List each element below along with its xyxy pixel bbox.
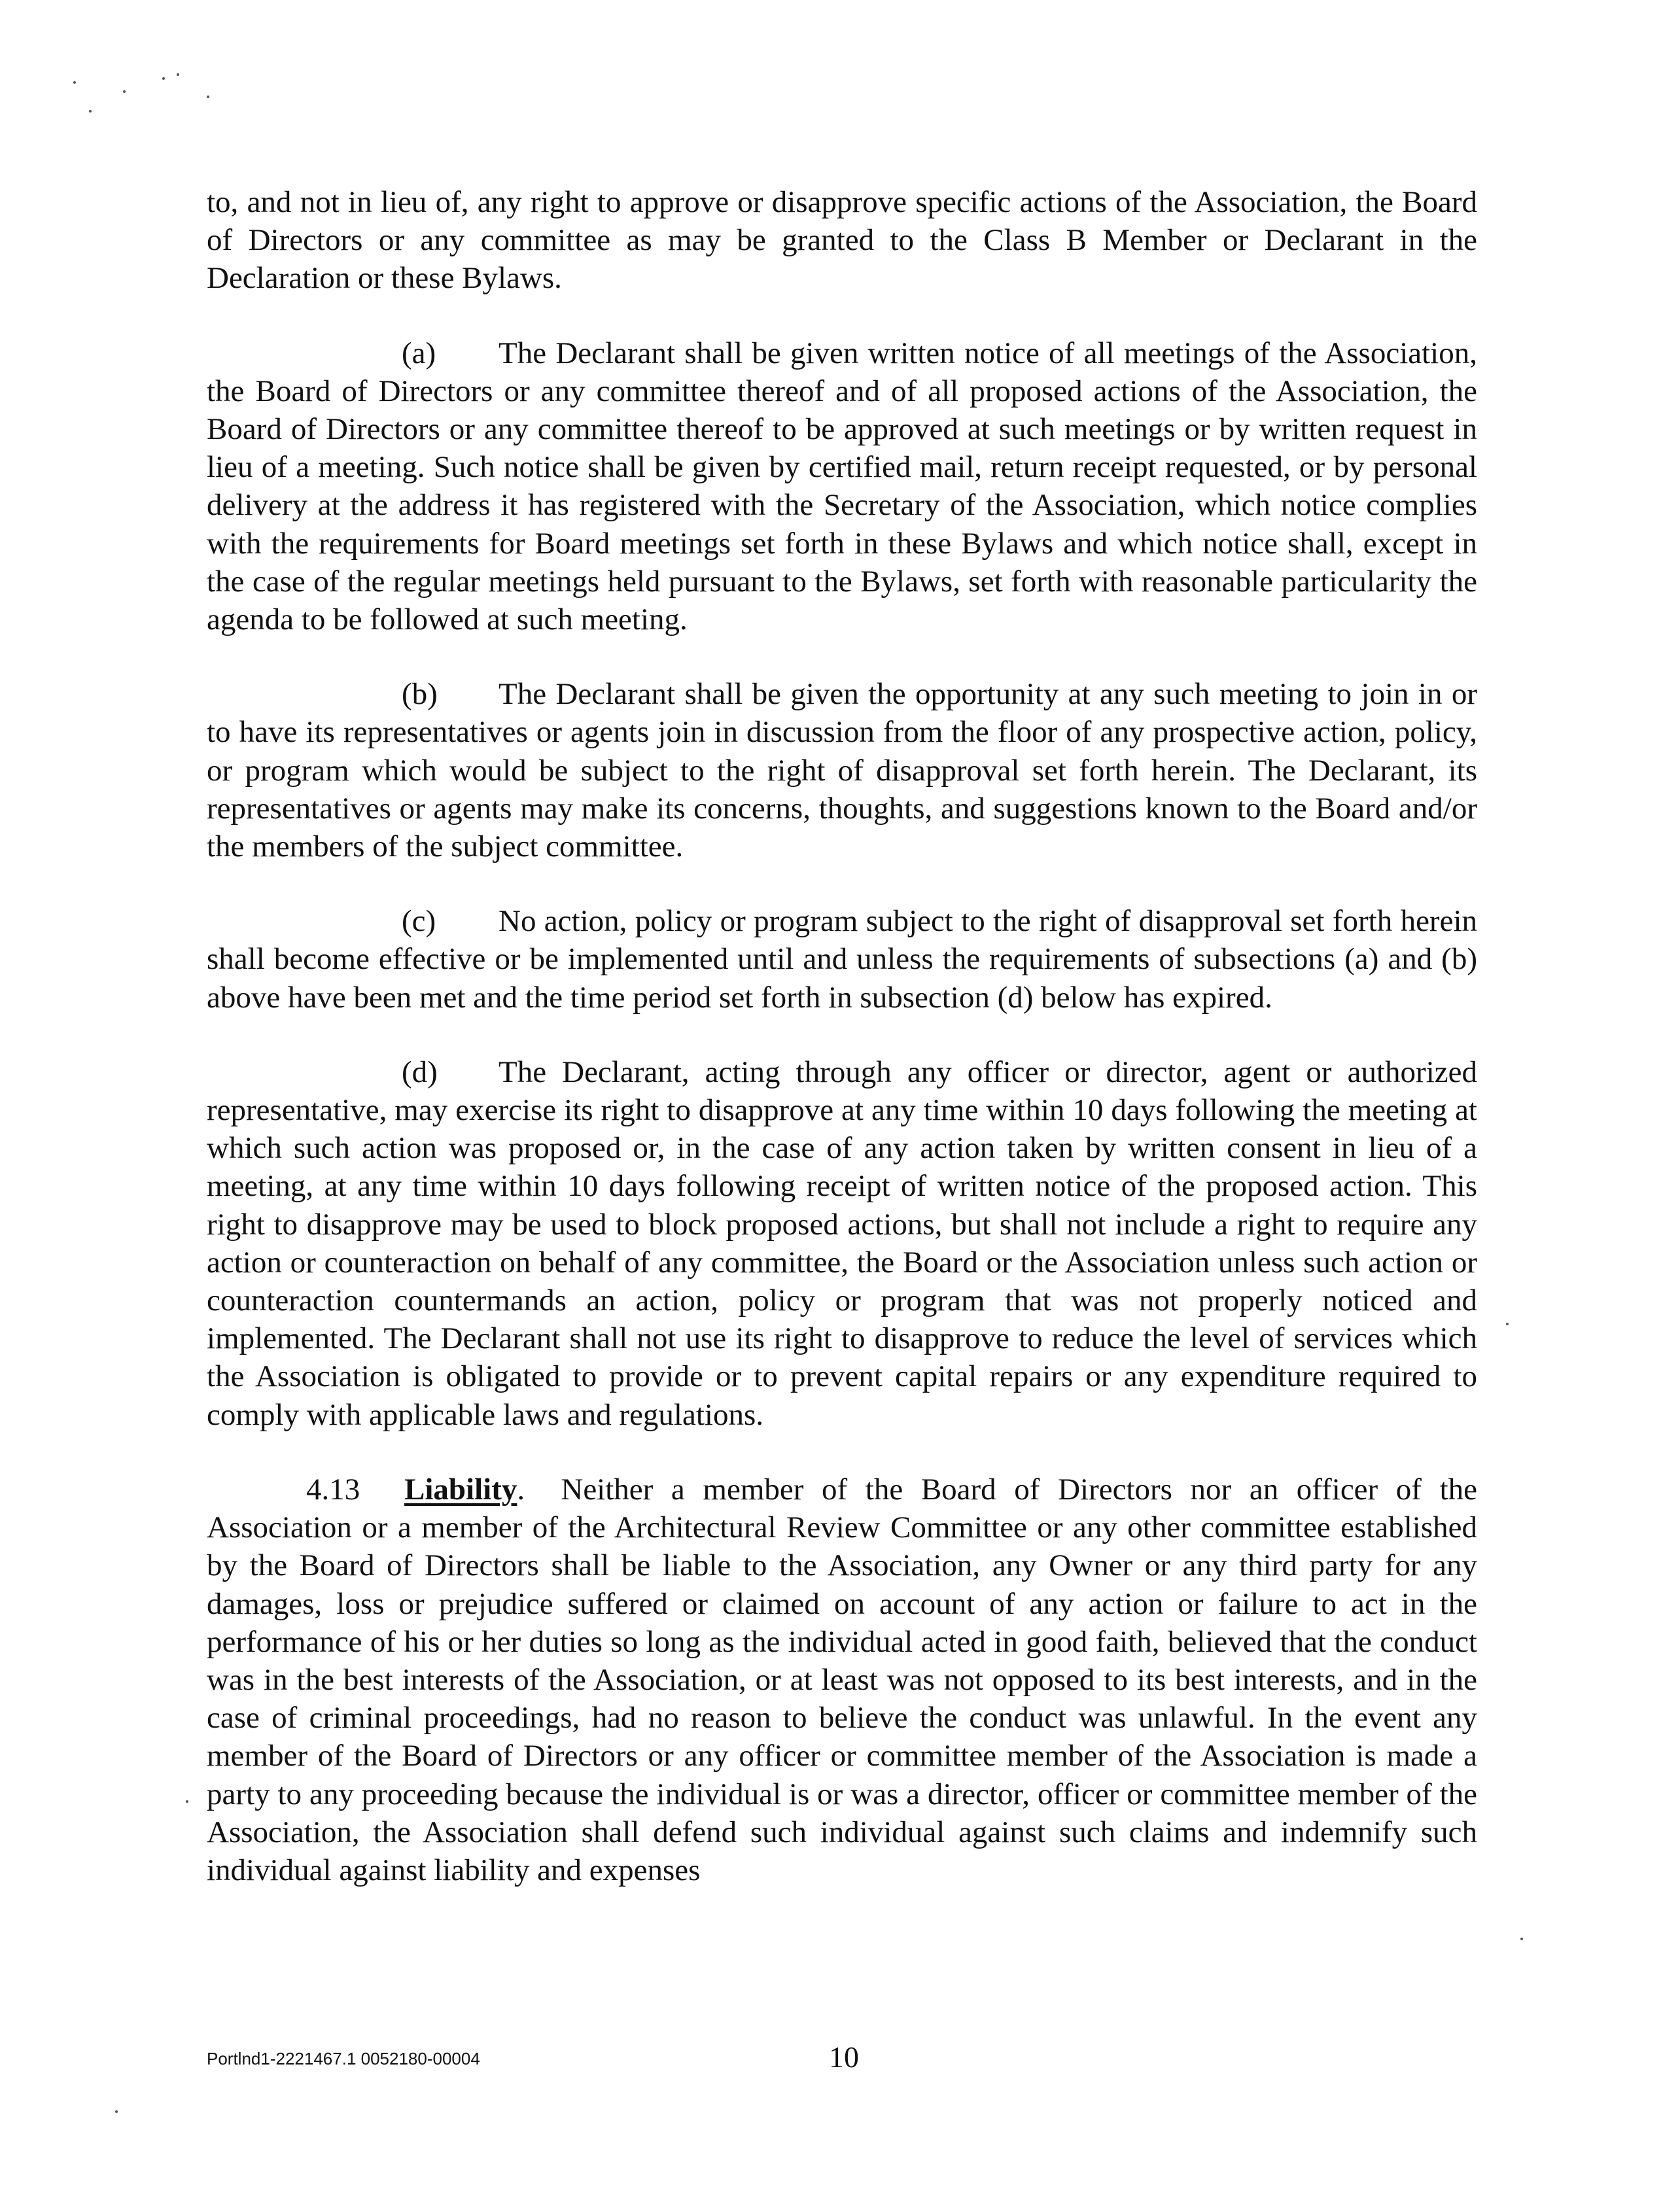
subsection-c [207,902,1477,1017]
continuation-paragraph: to, and not in lieu of, any right to approve or disapprove specific actions of the Association, the Board of Directors or any committee as may be granted to the Class B Member or Declarant in the Declaration or these Bylaws. [207,185,1477,296]
subsection-text: No action, policy or program subject to the right of disapproval set forth herein shall become effective or be implemented until and unless the requirements of subsections (a) and (b) above have been met and the time period set forth in subsection (d) below has expired. [207,904,1477,1015]
subsection-label: (b) [402,677,438,712]
subsection-text: The Declarant shall be given written notice of all meetings of the Association, the Board of Directors or any committee thereof and of all proposed actions of the Association, the Board of Directors or any committee thereof to be approved at such meetings or by written request in lieu of a meeting. Such notice shall be given by certified mail, return receipt requested, or by personal delivery at the address it has registered with the Secretary of the Association, which notice complies with the requirements for Board meetings set forth in these Bylaws and which notice shall, except in the case of the regular meetings held pursuant to the Bylaws, set forth with reasonable particularity the agenda to be followed at such meeting. [207,336,1477,637]
subsection-label: (d) [402,1054,438,1089]
section-title: Liability [404,1472,517,1507]
subsection-text: The Declarant shall be given the opportunity at any such meeting to join in or to have its representatives or agents join in discussion from the floor of any prospective action, policy, or program which would be subject to the right of disapproval set forth herein. The Declarant, its representatives or agents may make its concerns, thoughts, and suggestions known to the Board and/or the members of the subject committee. [207,677,1477,864]
section-text: Neither a member of the Board of Directors nor an officer of the Association or a member of the Architectural Review Committee or any other committee established by the Board of Directors shall be liable to the Association, any Owner or any third party for any damages, loss or prejudice suffered or claimed on account of any action or failure to act in the performance of his or her duties so long as the individual acted in good faith, believed that the conduct was in the best interests of the Association, or at least was not opposed to its best interests, and in the case of criminal proceedings, had no reason to believe the conduct was unlawful. In the event any member of the Board of Directors or any officer or committee member of the Association is made a party to any proceeding because the individual is or was a director, officer or committee member of the Association, the Association shall defend such individual against such claims and indemnify such individual against liability and expenses [207,1472,1477,1887]
scan-speck [1520,1938,1523,1940]
subsection-b [207,675,1477,865]
document-body [207,183,1477,1926]
scan-speck [177,73,179,76]
scan-speck [89,110,92,113]
scan-speck [1506,1323,1509,1325]
scan-speck [186,1800,188,1803]
subsection-label: (c) [402,904,436,939]
section-number: 4.13 [306,1472,360,1507]
section-title-punct: . [517,1472,525,1507]
subsection-a [207,334,1477,639]
scan-speck [207,96,209,98]
scan-speck [123,90,126,93]
section-4-13 [207,1471,1477,1889]
scan-speck [115,2110,118,2113]
subsection-d [207,1053,1477,1434]
page-number: 10 [829,2040,859,2074]
subsection-label: (a) [402,336,436,370]
subsection-text: The Declarant, acting through any officer or director, agent or authorized representative, may exercise its right to disapprove at any time within 10 days following the meeting at which such action was proposed or, in the case of any action taken by written consent in lieu of a meeting, at any time within 10 days following receipt of written notice of the proposed action. This right to disapprove may be used to block proposed actions, but shall not include a right to require any action or counteraction on behalf of any committee, the Board or the Association unless such action or counteraction countermands an action, policy or program that was not properly noticed and implemented. The Declarant shall not use its right to disapprove to reduce the level of services which the Association is obligated to provide or to prevent capital repairs or any expenditure required to comply with applicable laws and regulations. [207,1054,1477,1432]
footer-document-id: Portlnd1-2221467.1 0052180-00004 [207,2049,480,2068]
scan-speck [73,81,76,84]
scan-speck [162,77,165,80]
